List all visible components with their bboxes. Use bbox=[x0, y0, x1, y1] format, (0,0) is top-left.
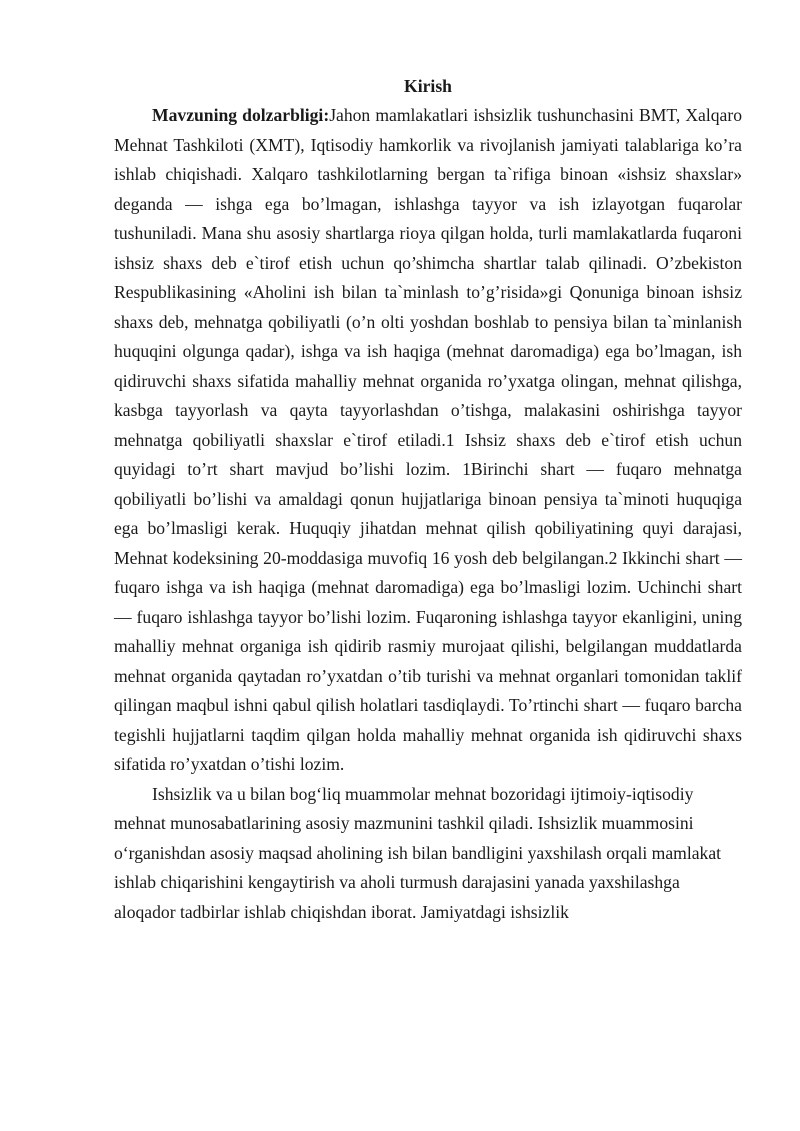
document-page bbox=[114, 71, 742, 927]
paragraph-relevance bbox=[114, 101, 742, 780]
document-title: Kirish bbox=[404, 76, 452, 96]
paragraph-body: Jahon mamlakatlari ishsizlik tushunchasini BMT, Xalqaro Mehnat Tashkiloti (XMT), Iqtisodiy hamkorlik va rivojlanish jamiyati talablariga ko’ra ishlab chiqishadi. Xalqaro tashkilotlarning bergan ta`rifiga binoan «ishsiz shaxslar» deganda — ishga ega bo’lmagan, ishlashga tayyor va ish izlayotgan fuqarolar tushuniladi. Mana shu asosiy shartlarga rioya qilgan holda, turli mamlakatlarda fuqaroni ishsiz shaxs deb e`tirof etish uchun qo’shimcha shartlar talab qilinadi. O’zbekiston Respublikasining «Aholini ish bilan ta`minlash to’g’risida»gi Qonuniga binoan ishsiz shaxs deb, mehnatga qobiliyatli (o’n olti yoshdan boshlab to pensiya bilan ta`minlanish huquqini olgunga qadar), ishga va ish haqiga (mehnat daromadiga) ega bo’lmagan, ish qidiruvchi shaxs sifatida mahalliy mehnat organida ro’yxatga olingan, mehnat qilishga, kasbga tayyorlash va qayta tayyorlashdan o’tishga, malakasini oshirishga tayyor mehnatga qobiliyatli shaxslar e`tirof etiladi.1 Ishsiz shaxs deb e`tirof etish uchun quyidagi to’rt shart mavjud bo’lishi lozim. 1Birinchi shart — fuqaro mehnatga qobiliyatli bo’lishi va amaldagi qonun hujjatlariga binoan pensiya ta`minoti huquqiga ega bo’lmasligi kerak. Huquqiy jihatdan mehnat qilish qobiliyatining quyi darajasi, Mehnat kodeksining 20-moddasiga muvofiq 16 yosh deb belgilangan.2 Ikkinchi shart — fuqaro ishga va ish haqiga (mehnat daromadiga) ega bo’lmasligi lozim. Uchinchi shart — fuqaro ishlashga tayyor bo’lishi lozim. Fuqaroning ishlashga tayyor ekanligini, uning mahalliy mehnat organiga ish qidirib rasmiy murojaat qilishi, belgilangan muddatlarda mehnat organida qaytadan ro’yxatdan o’tib turishi va mehnat organlari tomonidan taklif qilingan maqbul ishni qabul qilish holatlari tasdiqlaydi. To’rtinchi shart — fuqaro barcha tegishli hujjatlarni taqdim qilgan holda mahalliy mehnat organida ish qidiruvchi shaxs sifatida ro’yxatdan o’tishi lozim. bbox=[114, 105, 743, 774]
paragraph-lead: Mavzuning dolzarbligi: bbox=[152, 105, 330, 125]
paragraph-unemployment: Ishsizlik va u bilan bog‘liq muammolar mehnat bozoridagi ijtimoiy-iqtisodiy mehnat munosabatlarining asosiy mazmunini tashkil qiladi. Ishsizlik muammosini o‘rganishdan asosiy maqsad aholining ish bilan bandligini yaxshilash orqali mamlakat ishlab chiqarishini kengaytirish va aholi turmush darajasini yanada yaxshilashga aloqador tadbirlar ishlab chiqishdan iborat. Jamiyatdagi ishsizlik bbox=[114, 783, 722, 922]
